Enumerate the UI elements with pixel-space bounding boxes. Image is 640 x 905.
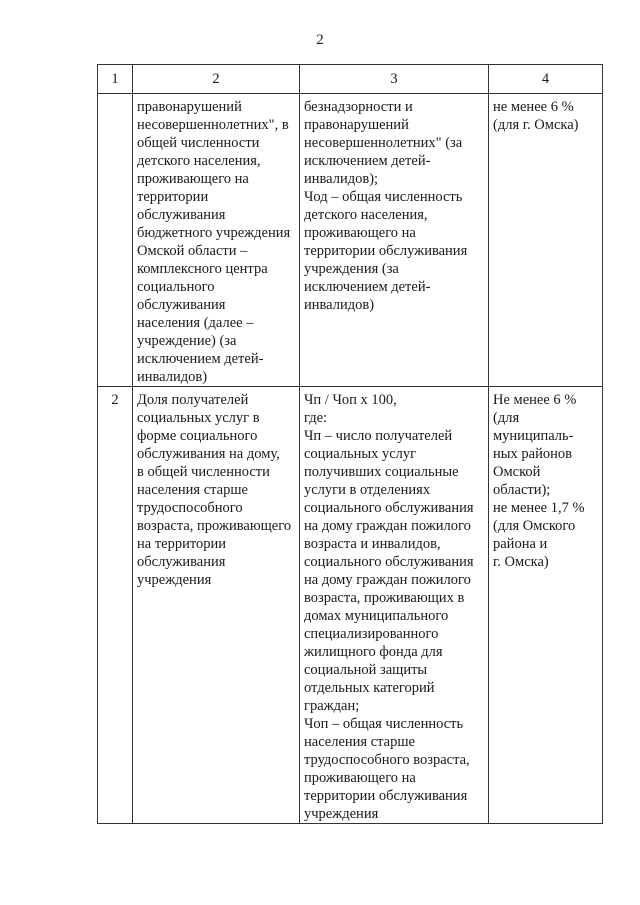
cell-text-line: инвалидов) [304, 297, 375, 313]
cell-text-line: жилищного фонда для [304, 644, 443, 660]
target-value-cell [489, 94, 603, 387]
cell-text-line: правонарушений [137, 99, 242, 115]
cell-text-line: трудоспособного [137, 500, 243, 516]
page-number: 2 [316, 32, 324, 48]
row-number-cell: 2 [98, 387, 133, 824]
cell-text-line: (для Омского [493, 518, 576, 534]
cell-text-line: Чп – число получателей [304, 428, 453, 444]
cell-text-line: социального [137, 279, 215, 295]
header-cell: 2 [133, 65, 300, 94]
cell-text-line: трудоспособного возраста, [304, 752, 470, 768]
cell-text-line: Чод – общая численность [304, 189, 463, 205]
cell-text-line: общей численности [137, 135, 260, 151]
calculation-method-cell [300, 94, 489, 387]
cell-text-line: несовершеннолетних", в [137, 117, 289, 133]
cell-text-line: учреждения [137, 572, 212, 588]
cell-text-line: детского населения, [137, 153, 261, 169]
cell-text-line: населения старше [137, 482, 248, 498]
cell-text-line: социальных услуг [304, 446, 417, 462]
cell-text-line: учреждения (за [304, 261, 399, 277]
cell-text-line: учреждение) (за [137, 333, 237, 349]
cell-text-line: форме социального [137, 428, 258, 444]
cell-text-line: инвалидов) [137, 369, 208, 385]
cell-text-line: Доля получателей [137, 392, 249, 408]
cell-text-line: инвалидов); [304, 171, 379, 187]
cell-text-line: не менее 1,7 % [493, 500, 585, 516]
cell-text-line: муниципаль- [493, 428, 574, 444]
table-header-row [98, 65, 603, 94]
cell-text-line: отдельных категорий [304, 680, 435, 696]
cell-text-line: детского населения, [304, 207, 428, 223]
cell-text-line: населения старше [304, 734, 415, 750]
cell-text-line: населения (далее – [137, 315, 254, 331]
cell-text-line: обслуживания [137, 297, 226, 313]
cell-text-line: специализированного [304, 626, 439, 642]
cell-text-line: возраста, проживающего [137, 518, 292, 534]
cell-text-line: социального обслуживания [304, 554, 474, 570]
cell-text-line: получивших социальные [304, 464, 459, 480]
cell-text-line: услуги в отделениях [304, 482, 431, 498]
cell-text-line: обслуживания на дому, [137, 446, 280, 462]
cell-text-line: на дому граждан пожилого [304, 572, 471, 588]
cell-text-line: возраста и инвалидов, [304, 536, 441, 552]
indicator-name-cell [133, 387, 300, 824]
cell-text-line: в общей численности [137, 464, 270, 480]
cell-text-line: граждан; [304, 698, 360, 714]
cell-text-line: (для г. Омска) [493, 117, 579, 133]
cell-text-line: на территории [137, 536, 227, 552]
cell-text-line: исключением детей- [137, 351, 264, 367]
calculation-method-cell [300, 387, 489, 824]
cell-text-line: социальной защиты [304, 662, 428, 678]
cell-text-line: исключением детей- [304, 279, 431, 295]
cell-text-line: Не менее 6 % [493, 392, 577, 408]
header-cell: 4 [489, 65, 603, 94]
row-number-cell [98, 94, 133, 387]
cell-text-line: г. Омска) [493, 554, 549, 570]
header-cell: 3 [300, 65, 489, 94]
cell-text-line: где: [304, 410, 328, 426]
cell-text-line: учреждения [304, 806, 379, 822]
cell-text-line: проживающего на [304, 225, 416, 241]
cell-text-line: ных районов [493, 446, 572, 462]
cell-text-line: не менее 6 % [493, 99, 574, 115]
cell-text-line: обслуживания [137, 207, 226, 223]
cell-text-line: области); [493, 482, 551, 498]
table-row [98, 387, 603, 824]
cell-text-line: на дому граждан пожилого [304, 518, 471, 534]
header-cell: 1 [98, 65, 133, 94]
cell-text-line: Чп / Чоп х 100, [304, 392, 397, 408]
cell-text-line: социальных услуг в [137, 410, 260, 426]
cell-text-line: Омской [493, 464, 541, 480]
cell-text-line: комплексного центра [137, 261, 268, 277]
cell-text-line: домах муниципального [304, 608, 449, 624]
cell-text-line: обслуживания [137, 554, 226, 570]
table-row [98, 94, 603, 387]
cell-text-line: социального обслуживания [304, 500, 474, 516]
cell-text-line: проживающего на [137, 171, 249, 187]
cell-text-line: бюджетного учреждения [137, 225, 291, 241]
cell-text-line: территории [137, 189, 209, 205]
cell-text-line: возраста, проживающих в [304, 590, 465, 606]
cell-text-line: безнадзорности и [304, 99, 413, 115]
target-value-cell [489, 387, 603, 824]
cell-text-line: территории обслуживания [304, 788, 468, 804]
cell-text-line: Чоп – общая численность [304, 716, 464, 732]
indicator-table [97, 64, 603, 824]
cell-text-line: Омской области – [137, 243, 248, 259]
cell-text-line: несовершеннолетних" (за [304, 135, 463, 151]
cell-text-line: района и [493, 536, 548, 552]
cell-text-line: проживающего на [304, 770, 416, 786]
cell-text-line: (для [493, 410, 520, 426]
cell-text-line: территории обслуживания [304, 243, 468, 259]
indicator-name-cell [133, 94, 300, 387]
cell-text-line: правонарушений [304, 117, 409, 133]
cell-text-line: исключением детей- [304, 153, 431, 169]
